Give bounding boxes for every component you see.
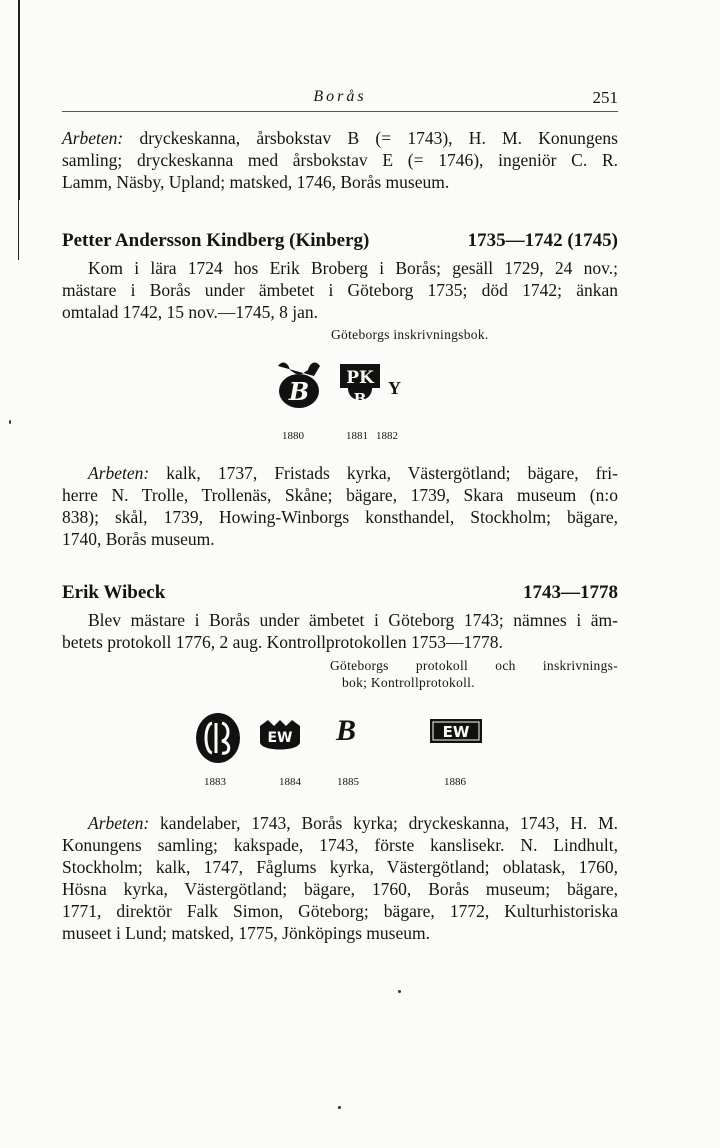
entry-dates: 1735—1742 (1745) <box>467 230 618 251</box>
makers-mark-1883 <box>194 711 242 765</box>
svg-text:PK: PK <box>346 368 374 388</box>
text-line: bok; Kontrollprotokoll. <box>342 675 475 690</box>
paper-speck <box>398 990 401 993</box>
makers-mark-1882: Y <box>388 378 401 398</box>
text-line: Blev mästare i Borås under ämbetet i Göteborg 1743; nämnes i äm- <box>88 610 618 630</box>
text-line: 838); skål, 1739, Howing-Winborgs konsthandel, Stockholm; bägare, <box>62 507 618 527</box>
makers-mark-1881 <box>338 360 382 412</box>
entry-name: Petter Andersson Kindberg (Kinberg) <box>62 230 370 251</box>
entry-dates: 1743—1778 <box>523 582 618 603</box>
source-note-kindberg: Göteborgs inskrivningsbok. <box>331 327 489 342</box>
crowned-monogram-mark-icon <box>258 718 302 752</box>
text-line: samling; dryckeskanna med årsbokstav E (= 1746), ingeniör C. R. <box>62 150 618 170</box>
text-line: mästare i Borås under ämbetet i Göteborg 1735; död 1742; änkan <box>62 280 618 300</box>
bio-paragraph-kindberg <box>62 257 618 323</box>
mark-number: 1880 <box>282 430 304 442</box>
running-header <box>62 88 618 112</box>
page-number: 251 <box>592 88 618 107</box>
entry-heading-kindberg <box>62 230 618 252</box>
text-line: Lamm, Näsby, Upland; matsked, 1746, Borås museum. <box>62 172 450 192</box>
svg-text:EW: EW <box>267 730 293 746</box>
svg-text:B: B <box>353 390 367 408</box>
text-line: 1740, Borås museum. <box>62 529 215 549</box>
text-line: Arbeten: dryckeskanna, årsbokstav B (= 1743), H. M. Konungens <box>62 128 618 148</box>
mark-number: 1882 <box>376 430 398 442</box>
text-line: omtalad 1742, 15 nov.—1745, 8 jan. <box>62 302 318 322</box>
works-paragraph-wibeck <box>62 812 618 944</box>
text-line: herre N. Trolle, Trollenäs, Skåne; bägare, 1739, Skara museum (n:o <box>62 485 618 505</box>
works-paragraph-previous <box>62 127 618 193</box>
rectangular-monogram-mark-icon <box>429 718 483 744</box>
binding-edge-top <box>18 0 20 200</box>
text-line: betets protokoll 1776, 2 aug. Kontrollprotokollen 1753—1778. <box>62 632 503 652</box>
text-line: Konungens samling; kakspade, 1743, förste kanslisekr. N. Lindhult, <box>62 835 618 855</box>
mark-number: 1886 <box>444 776 466 788</box>
text-line: Hösna kyrka, Västergötland; bägare, 1760, Borås museum; bägare, <box>62 879 618 899</box>
running-title: Borås <box>313 88 367 105</box>
bio-paragraph-wibeck <box>62 609 618 653</box>
source-note-wibeck <box>330 657 618 691</box>
header-rule <box>62 111 618 112</box>
svg-text:B: B <box>288 377 310 406</box>
mark-number: 1885 <box>337 776 359 788</box>
text-line: Stockholm; kalk, 1747, Fåglums kyrka, Västergötland; oblatask, 1760, <box>62 857 618 877</box>
makers-mark-1885: B <box>336 714 357 747</box>
crowned-oval-mark-icon <box>274 358 324 410</box>
mark-number: 1884 <box>279 776 301 788</box>
text-line: Kom i lära 1724 hos Erik Broberg i Borås; gesäll 1729, 24 nov.; <box>88 258 618 278</box>
paper-speck <box>338 1106 341 1109</box>
binding-edge-mid <box>18 200 19 260</box>
text-line: Göteborgs protokoll och inskrivnings- <box>330 658 618 673</box>
makers-mark-1880 <box>274 358 324 410</box>
mark-number: 1881 <box>346 430 368 442</box>
entry-heading-wibeck <box>62 582 618 604</box>
text-line: Arbeten: kalk, 1737, Fristads kyrka, Västergötland; bägare, fri- <box>88 463 618 483</box>
text-line: Arbeten: kandelaber, 1743, Borås kyrka; dryckeskanna, 1743, H. M. <box>88 813 618 833</box>
paper-speck <box>9 420 11 424</box>
svg-text:EW: EW <box>442 723 470 741</box>
cloverleaf-mark-icon <box>338 360 382 412</box>
mark-number: 1883 <box>204 776 226 788</box>
makers-mark-1884 <box>258 718 302 752</box>
works-paragraph-kindberg <box>62 462 618 550</box>
entry-name: Erik Wibeck <box>62 582 166 603</box>
text-line: museet i Lund; matsked, 1775, Jönköpings museum. <box>62 923 430 943</box>
oval-monogram-mark-icon <box>194 711 242 765</box>
makers-mark-1886 <box>429 718 483 744</box>
text-line: 1771, direktör Falk Simon, Göteborg; bägare, 1772, Kulturhistoriska <box>62 901 618 921</box>
